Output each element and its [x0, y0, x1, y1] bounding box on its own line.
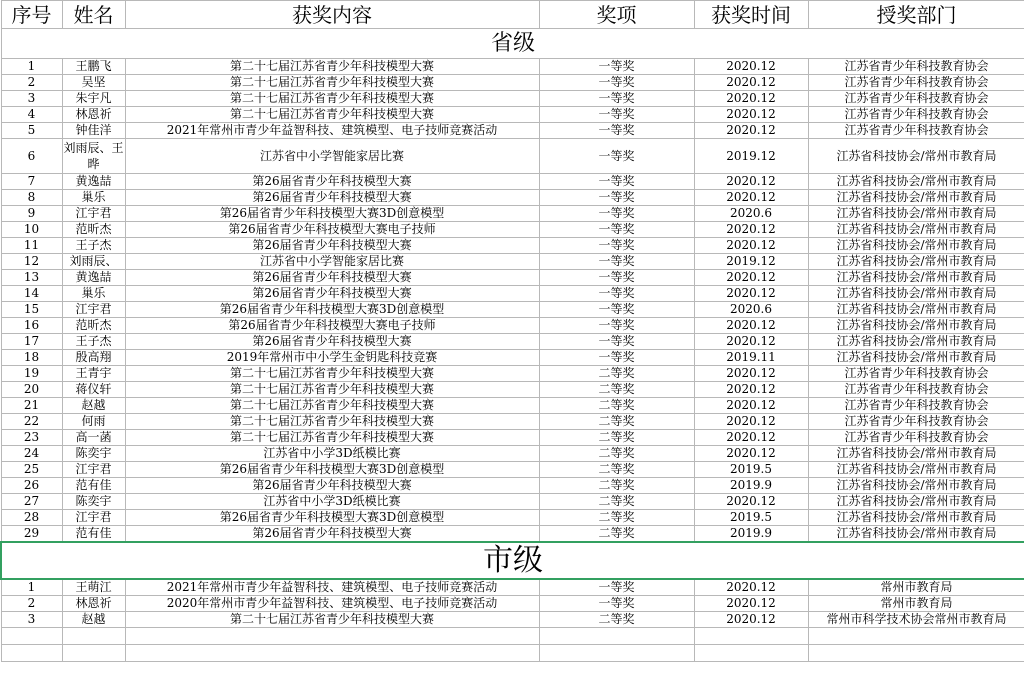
table-row	[1, 494, 1024, 510]
cell-index[interactable]: 21	[1, 398, 62, 414]
table-row	[1, 174, 1024, 190]
table-row	[1, 91, 1024, 107]
header-index[interactable]: 序号	[1, 1, 62, 29]
table-row	[1, 238, 1024, 254]
table-row	[1, 59, 1024, 75]
cell-name[interactable]: 王萌江	[62, 579, 125, 596]
cell-department[interactable]: 江苏省青少年科技教育协会	[808, 430, 1024, 446]
table-row	[1, 612, 1024, 628]
cell-award[interactable]: 二等奖	[539, 494, 694, 510]
table-row	[1, 334, 1024, 350]
table-row	[1, 350, 1024, 366]
cell-time[interactable]: 2020.12	[694, 75, 808, 91]
section-row-provincial	[1, 29, 1024, 59]
cell-department[interactable]: 江苏省科技协会/常州市教育局	[808, 238, 1024, 254]
table-row	[1, 462, 1024, 478]
cell-index[interactable]: 6	[1, 139, 62, 174]
cell-award[interactable]: 二等奖	[539, 462, 694, 478]
table-row	[1, 526, 1024, 543]
cell-content[interactable]: 第26届省青少年科技模型大赛	[125, 334, 539, 350]
table-row	[1, 75, 1024, 91]
cell-award[interactable]: 一等奖	[539, 350, 694, 366]
empty-cell[interactable]	[1, 645, 62, 662]
cell-content[interactable]: 第二十七届江苏省青少年科技模型大赛	[125, 612, 539, 628]
cell-time[interactable]: 2019.9	[694, 478, 808, 494]
cell-department[interactable]: 江苏省科技协会/常州市教育局	[808, 190, 1024, 206]
cell-department[interactable]: 江苏省科技协会/常州市教育局	[808, 174, 1024, 190]
cell-department[interactable]: 江苏省科技协会/常州市教育局	[808, 270, 1024, 286]
cell-index[interactable]: 4	[1, 107, 62, 123]
cell-award[interactable]: 二等奖	[539, 398, 694, 414]
cell-content[interactable]: 第26届省青少年科技模型大赛3D创意模型	[125, 462, 539, 478]
cell-name[interactable]: 王鹏飞	[62, 59, 125, 75]
cell-name[interactable]: 朱宇凡	[62, 91, 125, 107]
cell-name[interactable]: 钟佳洋	[62, 123, 125, 139]
cell-department[interactable]: 常州市科学技术协会常州市教育局	[808, 612, 1024, 628]
cell-name[interactable]: 刘雨辰、王晔	[62, 139, 125, 174]
cell-time[interactable]: 2019.9	[694, 526, 808, 543]
cell-department[interactable]: 常州市教育局	[808, 596, 1024, 612]
cell-department[interactable]: 江苏省科技协会/常州市教育局	[808, 510, 1024, 526]
table-row	[1, 302, 1024, 318]
cell-content[interactable]: 江苏省中小学3D纸模比赛	[125, 494, 539, 510]
table-row	[1, 366, 1024, 382]
cell-time[interactable]: 2020.12	[694, 59, 808, 75]
cell-time[interactable]: 2020.12	[694, 430, 808, 446]
cell-index[interactable]: 9	[1, 206, 62, 222]
cell-award[interactable]: 一等奖	[539, 270, 694, 286]
cell-name[interactable]: 何雨	[62, 414, 125, 430]
cell-time[interactable]: 2020.12	[694, 123, 808, 139]
cell-award[interactable]: 一等奖	[539, 91, 694, 107]
cell-department[interactable]: 江苏省科技协会/常州市教育局	[808, 254, 1024, 270]
cell-time[interactable]: 2020.12	[694, 91, 808, 107]
cell-time[interactable]: 2020.12	[694, 579, 808, 596]
header-department[interactable]: 授奖部门	[808, 1, 1024, 29]
cell-index[interactable]: 1	[1, 579, 62, 596]
cell-department[interactable]: 江苏省青少年科技教育协会	[808, 382, 1024, 398]
cell-content[interactable]: 第26届省青少年科技模型大赛	[125, 174, 539, 190]
cell-department[interactable]: 江苏省青少年科技教育协会	[808, 398, 1024, 414]
cell-time[interactable]: 2020.12	[694, 190, 808, 206]
table-row	[1, 430, 1024, 446]
cell-content[interactable]: 2021年常州市青少年益智科技、建筑模型、电子技师竞赛活动	[125, 579, 539, 596]
cell-content[interactable]: 第26届省青少年科技模型大赛	[125, 286, 539, 302]
cell-content[interactable]: 第26届省青少年科技模型大赛	[125, 190, 539, 206]
empty-cell[interactable]	[539, 645, 694, 662]
cell-name[interactable]: 黄逸喆	[62, 270, 125, 286]
cell-award[interactable]: 一等奖	[539, 579, 694, 596]
cell-award[interactable]: 二等奖	[539, 510, 694, 526]
cell-award[interactable]: 二等奖	[539, 478, 694, 494]
cell-content[interactable]: 第二十七届江苏省青少年科技模型大赛	[125, 107, 539, 123]
cell-time[interactable]: 2019.12	[694, 254, 808, 270]
cell-name[interactable]: 王青宇	[62, 366, 125, 382]
cell-index[interactable]: 3	[1, 91, 62, 107]
cell-time[interactable]: 2019.11	[694, 350, 808, 366]
cell-award[interactable]: 一等奖	[539, 174, 694, 190]
cell-name[interactable]: 巢乐	[62, 190, 125, 206]
cell-index[interactable]: 26	[1, 478, 62, 494]
cell-index[interactable]: 12	[1, 254, 62, 270]
cell-content[interactable]: 第二十七届江苏省青少年科技模型大赛	[125, 430, 539, 446]
cell-index[interactable]: 2	[1, 75, 62, 91]
cell-content[interactable]: 第26届省青少年科技模型大赛3D创意模型	[125, 302, 539, 318]
cell-time[interactable]: 2020.12	[694, 382, 808, 398]
cell-content[interactable]: 第二十七届江苏省青少年科技模型大赛	[125, 59, 539, 75]
cell-time[interactable]: 2020.12	[694, 270, 808, 286]
cell-time[interactable]: 2020.12	[694, 446, 808, 462]
cell-index[interactable]: 8	[1, 190, 62, 206]
table-row	[1, 318, 1024, 334]
cell-department[interactable]: 江苏省科技协会/常州市教育局	[808, 206, 1024, 222]
cell-department[interactable]: 江苏省科技协会/常州市教育局	[808, 494, 1024, 510]
empty-row	[1, 645, 1024, 662]
cell-award[interactable]: 一等奖	[539, 254, 694, 270]
cell-name[interactable]: 高一菡	[62, 430, 125, 446]
cell-index[interactable]: 24	[1, 446, 62, 462]
table-row	[1, 139, 1024, 174]
cell-time[interactable]: 2019.5	[694, 462, 808, 478]
cell-department[interactable]: 江苏省科技协会/常州市教育局	[808, 139, 1024, 174]
cell-index[interactable]: 15	[1, 302, 62, 318]
cell-award[interactable]: 一等奖	[539, 302, 694, 318]
cell-name[interactable]: 范有佳	[62, 478, 125, 494]
table-row	[1, 254, 1024, 270]
cell-name[interactable]: 范昕杰	[62, 222, 125, 238]
cell-department[interactable]: 江苏省科技协会/常州市教育局	[808, 334, 1024, 350]
table-row	[1, 579, 1024, 596]
cell-index[interactable]: 19	[1, 366, 62, 382]
empty-cell[interactable]	[125, 628, 539, 645]
cell-index[interactable]: 1	[1, 59, 62, 75]
empty-cell[interactable]	[62, 645, 125, 662]
empty-cell[interactable]	[808, 628, 1024, 645]
cell-index[interactable]: 5	[1, 123, 62, 139]
cell-award[interactable]: 一等奖	[539, 238, 694, 254]
cell-award[interactable]: 一等奖	[539, 59, 694, 75]
cell-name[interactable]: 刘雨辰、	[62, 254, 125, 270]
cell-index[interactable]: 13	[1, 270, 62, 286]
header-content[interactable]: 获奖内容	[125, 1, 539, 29]
cell-content[interactable]: 第二十七届江苏省青少年科技模型大赛	[125, 75, 539, 91]
cell-time[interactable]: 2020.12	[694, 596, 808, 612]
cell-name[interactable]: 黄逸喆	[62, 174, 125, 190]
cell-award[interactable]: 一等奖	[539, 222, 694, 238]
empty-cell[interactable]	[539, 628, 694, 645]
cell-name[interactable]: 江宇君	[62, 206, 125, 222]
cell-name[interactable]: 殷高翔	[62, 350, 125, 366]
cell-index[interactable]: 20	[1, 382, 62, 398]
cell-name[interactable]: 赵越	[62, 398, 125, 414]
cell-department[interactable]: 江苏省科技协会/常州市教育局	[808, 350, 1024, 366]
cell-award[interactable]: 二等奖	[539, 382, 694, 398]
cell-index[interactable]: 29	[1, 526, 62, 543]
cell-time[interactable]: 2020.12	[694, 286, 808, 302]
cell-department[interactable]: 常州市教育局	[808, 579, 1024, 596]
cell-index[interactable]: 11	[1, 238, 62, 254]
cell-content[interactable]: 第26届省青少年科技模型大赛电子技师	[125, 318, 539, 334]
table-row	[1, 206, 1024, 222]
cell-department[interactable]: 江苏省青少年科技教育协会	[808, 59, 1024, 75]
empty-cell[interactable]	[125, 645, 539, 662]
section-title-provincial[interactable]: 省级	[1, 29, 1024, 59]
cell-content[interactable]: 第二十七届江苏省青少年科技模型大赛	[125, 366, 539, 382]
cell-award[interactable]: 一等奖	[539, 318, 694, 334]
cell-name[interactable]: 巢乐	[62, 286, 125, 302]
cell-time[interactable]: 2019.12	[694, 139, 808, 174]
empty-cell[interactable]	[694, 628, 808, 645]
cell-name[interactable]: 赵越	[62, 612, 125, 628]
cell-index[interactable]: 16	[1, 318, 62, 334]
cell-index[interactable]: 25	[1, 462, 62, 478]
cell-name[interactable]: 王子杰	[62, 334, 125, 350]
cell-content[interactable]: 第26届省青少年科技模型大赛3D创意模型	[125, 510, 539, 526]
cell-content[interactable]: 2020年常州市青少年益智科技、建筑模型、电子技师竞赛活动	[125, 596, 539, 612]
table-row	[1, 398, 1024, 414]
cell-department[interactable]: 江苏省青少年科技教育协会	[808, 91, 1024, 107]
header-time[interactable]: 获奖时间	[694, 1, 808, 29]
cell-name[interactable]: 林恩祈	[62, 107, 125, 123]
cell-name[interactable]: 吴坚	[62, 75, 125, 91]
cell-award[interactable]: 二等奖	[539, 612, 694, 628]
empty-row	[1, 628, 1024, 645]
cell-time[interactable]: 2020.12	[694, 174, 808, 190]
empty-cell[interactable]	[62, 628, 125, 645]
cell-award[interactable]: 一等奖	[539, 75, 694, 91]
cell-content[interactable]: 第26届省青少年科技模型大赛	[125, 238, 539, 254]
cell-content[interactable]: 2021年常州市青少年益智科技、建筑模型、电子技师竞赛活动	[125, 123, 539, 139]
cell-index[interactable]: 3	[1, 612, 62, 628]
cell-index[interactable]: 17	[1, 334, 62, 350]
cell-department[interactable]: 江苏省青少年科技教育协会	[808, 123, 1024, 139]
table-row	[1, 270, 1024, 286]
cell-content[interactable]: 江苏省中小学智能家居比赛	[125, 139, 539, 174]
cell-time[interactable]: 2020.12	[694, 414, 808, 430]
table-row	[1, 123, 1024, 139]
cell-content[interactable]: 第26届省青少年科技模型大赛	[125, 478, 539, 494]
cell-award[interactable]: 一等奖	[539, 206, 694, 222]
cell-content[interactable]: 第二十七届江苏省青少年科技模型大赛	[125, 382, 539, 398]
cell-index[interactable]: 7	[1, 174, 62, 190]
cell-award[interactable]: 二等奖	[539, 430, 694, 446]
cell-time[interactable]: 2020.12	[694, 398, 808, 414]
cell-name[interactable]: 陈奕宇	[62, 494, 125, 510]
table-row	[1, 190, 1024, 206]
cell-name[interactable]: 江宇君	[62, 302, 125, 318]
cell-content[interactable]: 第26届省青少年科技模型大赛电子技师	[125, 222, 539, 238]
cell-department[interactable]: 江苏省科技协会/常州市教育局	[808, 318, 1024, 334]
cell-time[interactable]: 2020.12	[694, 238, 808, 254]
cell-index[interactable]: 28	[1, 510, 62, 526]
cell-name[interactable]: 王子杰	[62, 238, 125, 254]
cell-time[interactable]: 2020.6	[694, 206, 808, 222]
cell-award[interactable]: 二等奖	[539, 526, 694, 543]
header-row	[1, 1, 1024, 29]
section-title-city[interactable]: 市级	[1, 542, 1024, 579]
cell-time[interactable]: 2019.5	[694, 510, 808, 526]
cell-time[interactable]: 2020.12	[694, 612, 808, 628]
cell-department[interactable]: 江苏省科技协会/常州市教育局	[808, 478, 1024, 494]
cell-name[interactable]: 江宇君	[62, 462, 125, 478]
cell-award[interactable]: 一等奖	[539, 286, 694, 302]
cell-name[interactable]: 范有佳	[62, 526, 125, 543]
cell-award[interactable]: 二等奖	[539, 366, 694, 382]
cell-time[interactable]: 2020.12	[694, 366, 808, 382]
section-row-city	[1, 542, 1024, 579]
cell-department[interactable]: 江苏省科技协会/常州市教育局	[808, 526, 1024, 543]
cell-department[interactable]: 江苏省青少年科技教育协会	[808, 414, 1024, 430]
cell-time[interactable]: 2020.6	[694, 302, 808, 318]
cell-content[interactable]: 第26届省青少年科技模型大赛	[125, 526, 539, 543]
cell-content[interactable]: 第26届省青少年科技模型大赛3D创意模型	[125, 206, 539, 222]
cell-index[interactable]: 23	[1, 430, 62, 446]
cell-content[interactable]: 第二十七届江苏省青少年科技模型大赛	[125, 398, 539, 414]
cell-name[interactable]: 陈奕宇	[62, 446, 125, 462]
cell-name[interactable]: 蒋仪轩	[62, 382, 125, 398]
empty-cell[interactable]	[808, 645, 1024, 662]
cell-content[interactable]: 江苏省中小学3D纸模比赛	[125, 446, 539, 462]
cell-department[interactable]: 江苏省青少年科技教育协会	[808, 107, 1024, 123]
cell-time[interactable]: 2020.12	[694, 334, 808, 350]
cell-name[interactable]: 范昕杰	[62, 318, 125, 334]
table-row	[1, 286, 1024, 302]
cell-department[interactable]: 江苏省青少年科技教育协会	[808, 366, 1024, 382]
cell-department[interactable]: 江苏省科技协会/常州市教育局	[808, 446, 1024, 462]
cell-award[interactable]: 一等奖	[539, 123, 694, 139]
cell-time[interactable]: 2020.12	[694, 318, 808, 334]
cell-content[interactable]: 江苏省中小学智能家居比赛	[125, 254, 539, 270]
table-row	[1, 382, 1024, 398]
header-name[interactable]: 姓名	[62, 1, 125, 29]
cell-department[interactable]: 江苏省青少年科技教育协会	[808, 75, 1024, 91]
cell-department[interactable]: 江苏省科技协会/常州市教育局	[808, 302, 1024, 318]
cell-award[interactable]: 二等奖	[539, 414, 694, 430]
cell-time[interactable]: 2020.12	[694, 494, 808, 510]
cell-award[interactable]: 一等奖	[539, 334, 694, 350]
cell-content[interactable]: 第二十七届江苏省青少年科技模型大赛	[125, 91, 539, 107]
table-row	[1, 222, 1024, 238]
cell-department[interactable]: 江苏省科技协会/常州市教育局	[808, 286, 1024, 302]
cell-award[interactable]: 一等奖	[539, 596, 694, 612]
cell-department[interactable]: 江苏省科技协会/常州市教育局	[808, 462, 1024, 478]
cell-index[interactable]: 27	[1, 494, 62, 510]
cell-content[interactable]: 第26届省青少年科技模型大赛	[125, 270, 539, 286]
cell-award[interactable]: 一等奖	[539, 190, 694, 206]
cell-time[interactable]: 2020.12	[694, 222, 808, 238]
header-award[interactable]: 奖项	[539, 1, 694, 29]
cell-content[interactable]: 2019年常州市中小学生金钥匙科技竞赛	[125, 350, 539, 366]
cell-time[interactable]: 2020.12	[694, 107, 808, 123]
cell-award[interactable]: 二等奖	[539, 446, 694, 462]
table-row	[1, 596, 1024, 612]
cell-award[interactable]: 一等奖	[539, 107, 694, 123]
cell-department[interactable]: 江苏省科技协会/常州市教育局	[808, 222, 1024, 238]
table-row	[1, 510, 1024, 526]
cell-name[interactable]: 江宇君	[62, 510, 125, 526]
table-row	[1, 446, 1024, 462]
table-row	[1, 107, 1024, 123]
table-row	[1, 478, 1024, 494]
cell-index[interactable]: 14	[1, 286, 62, 302]
cell-content[interactable]: 第二十七届江苏省青少年科技模型大赛	[125, 414, 539, 430]
cell-award[interactable]: 一等奖	[539, 139, 694, 174]
empty-cell[interactable]	[694, 645, 808, 662]
table-row	[1, 414, 1024, 430]
cell-name[interactable]: 林恩祈	[62, 596, 125, 612]
cell-index[interactable]: 18	[1, 350, 62, 366]
cell-index[interactable]: 10	[1, 222, 62, 238]
cell-index[interactable]: 22	[1, 414, 62, 430]
empty-cell[interactable]	[1, 628, 62, 645]
cell-index[interactable]: 2	[1, 596, 62, 612]
